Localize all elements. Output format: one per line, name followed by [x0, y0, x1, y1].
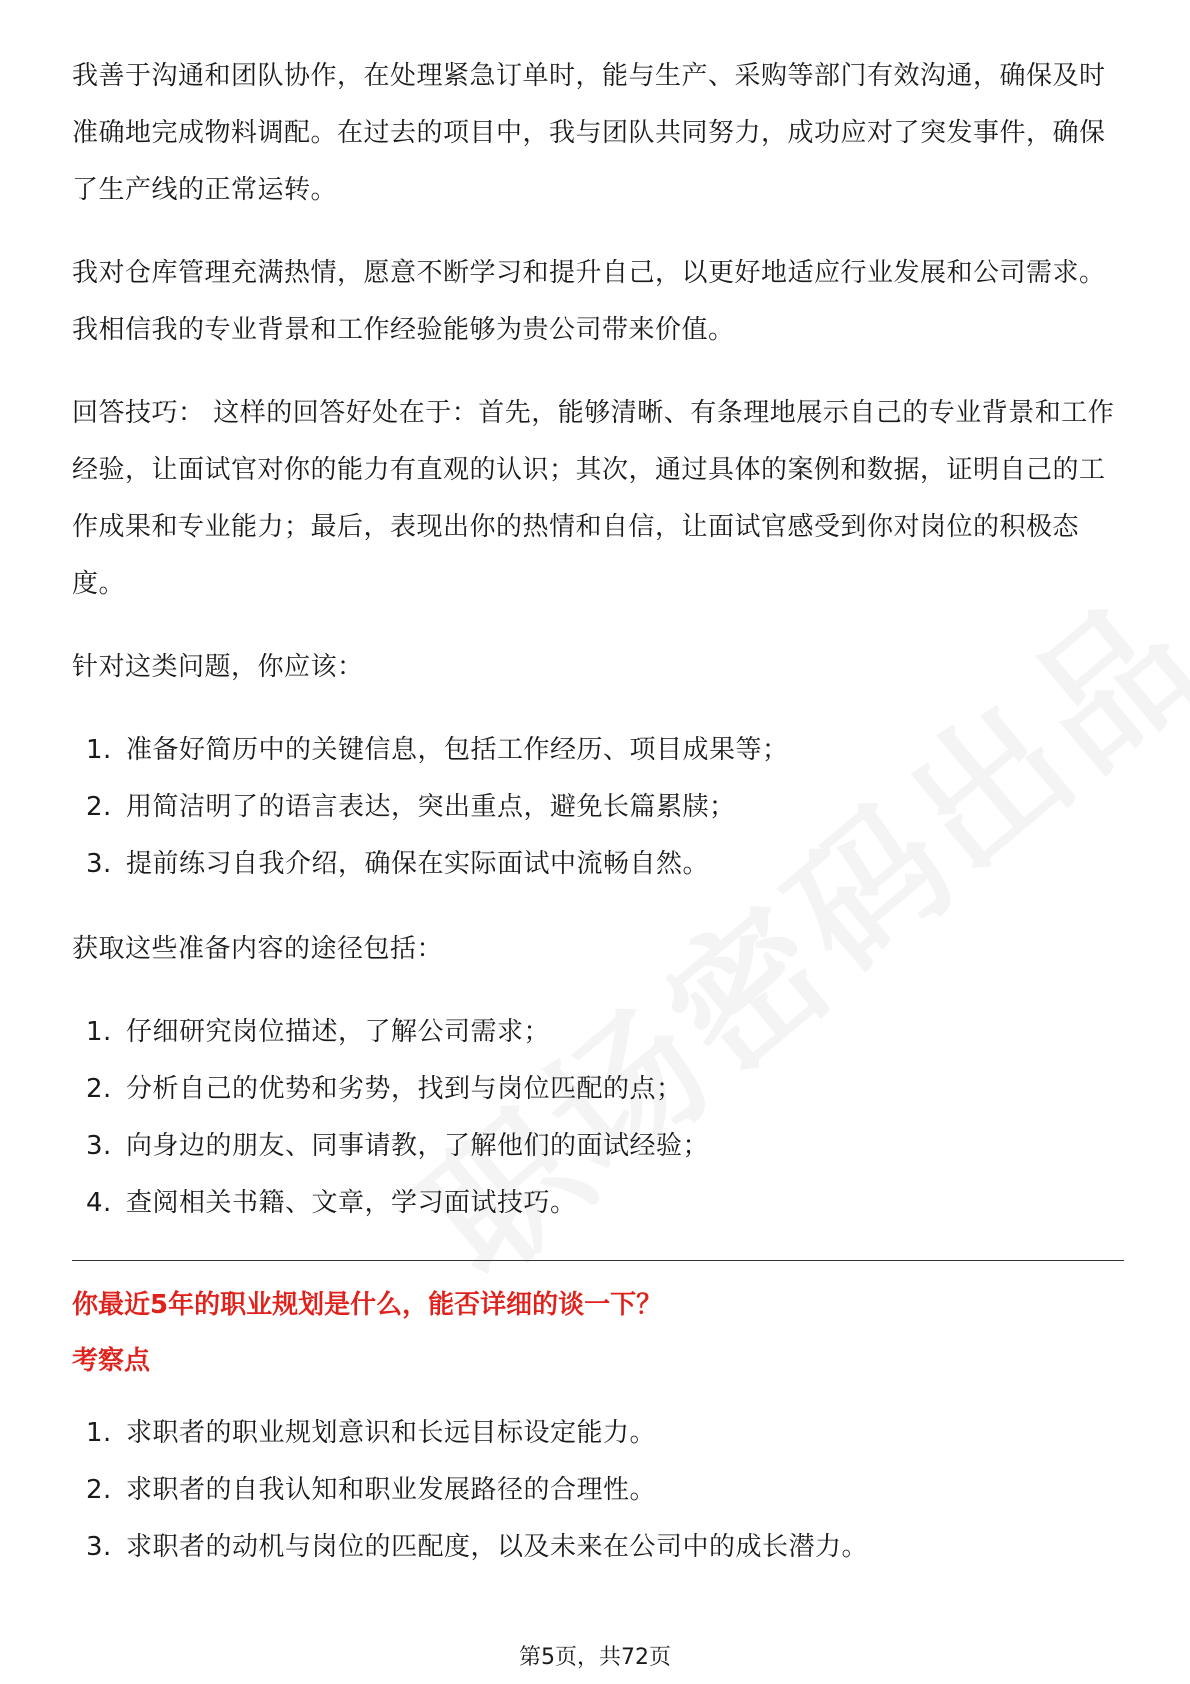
list-item	[72, 722, 1124, 779]
paragraph-passion: 我对仓库管理充满热情，愿意不断学习和提升自己，以更好地适应行业发展和公司需求。我相信我的专业背景和工作经验能够为贵公司带来价值。	[72, 258, 1106, 345]
list-item	[72, 836, 1124, 893]
list-number: 1.	[86, 1418, 112, 1448]
list-item	[72, 1462, 1124, 1519]
paragraph-answer-tips: 回答技巧： 这样的回答好处在于：首先，能够清晰、有条理地展示自己的专业背景和工作经验，让面试官对你的能力有直观的认识；其次，通过具体的案例和数据，证明自己的工作成果和专业能力；最后，表现出你的热情和自信，让面试官感受到你对岗位的积极态度。	[72, 398, 1115, 599]
list-number: 2.	[86, 792, 112, 822]
list-number: 4.	[86, 1188, 112, 1218]
paragraph-communication: 我善于沟通和团队协作，在处理紧急订单时，能与生产、采购等部门有效沟通，确保及时准确地完成物料调配。在过去的项目中，我与团队共同努力，成功应对了突发事件，确保了生产线的正常运转。	[72, 61, 1106, 205]
list-item	[72, 1175, 1124, 1232]
list-number: 3.	[86, 849, 112, 879]
list-item	[72, 1405, 1124, 1462]
section-divider	[72, 1260, 1124, 1261]
list-item-text: 用简洁明了的语言表达，突出重点，避免长篇累牍；	[126, 792, 736, 822]
list-number: 3.	[86, 1532, 112, 1562]
list-item-text: 准备好简历中的关键信息，包括工作经历、项目成果等；	[126, 735, 789, 765]
list-item-text: 求职者的动机与岗位的匹配度，以及未来在公司中的成长潜力。	[126, 1532, 869, 1562]
document-page	[72, 48, 1124, 1604]
list-item	[72, 1061, 1124, 1118]
list-number: 3.	[86, 1131, 112, 1161]
page-footer: 第5页，共72页	[519, 1645, 671, 1670]
paragraph-ways: 获取这些准备内容的途径包括：	[72, 934, 444, 964]
question-title: 你最近5年的职业规划是什么，能否详细的谈一下？	[72, 1290, 663, 1320]
list-item-text: 向身边的朋友、同事请教，了解他们的面试经验；	[126, 1131, 710, 1161]
list-item-text: 求职者的职业规划意识和长远目标设定能力。	[126, 1418, 657, 1448]
list-item-text: 求职者的自我认知和职业发展路径的合理性。	[126, 1475, 657, 1505]
question-subtitle: 考察点	[72, 1346, 151, 1376]
list-number: 2.	[86, 1475, 112, 1505]
list-item	[72, 1004, 1124, 1061]
ways-list	[72, 1004, 1124, 1232]
assessment-points-list	[72, 1405, 1124, 1576]
list-item-text: 提前练习自我介绍，确保在实际面试中流畅自然。	[126, 849, 710, 879]
preparation-list	[72, 722, 1124, 893]
list-number: 1.	[86, 735, 112, 765]
paragraph-you-should: 针对这类问题，你应该：	[72, 652, 364, 682]
list-item-text: 查阅相关书籍、文章，学习面试技巧。	[126, 1188, 577, 1218]
list-number: 1.	[86, 1017, 112, 1047]
list-number: 2.	[86, 1074, 112, 1104]
list-item-text: 分析自己的优势和劣势，找到与岗位匹配的点；	[126, 1074, 683, 1104]
list-item	[72, 779, 1124, 836]
list-item	[72, 1519, 1124, 1576]
list-item-text: 仔细研究岗位描述，了解公司需求；	[126, 1017, 551, 1047]
list-item	[72, 1118, 1124, 1175]
